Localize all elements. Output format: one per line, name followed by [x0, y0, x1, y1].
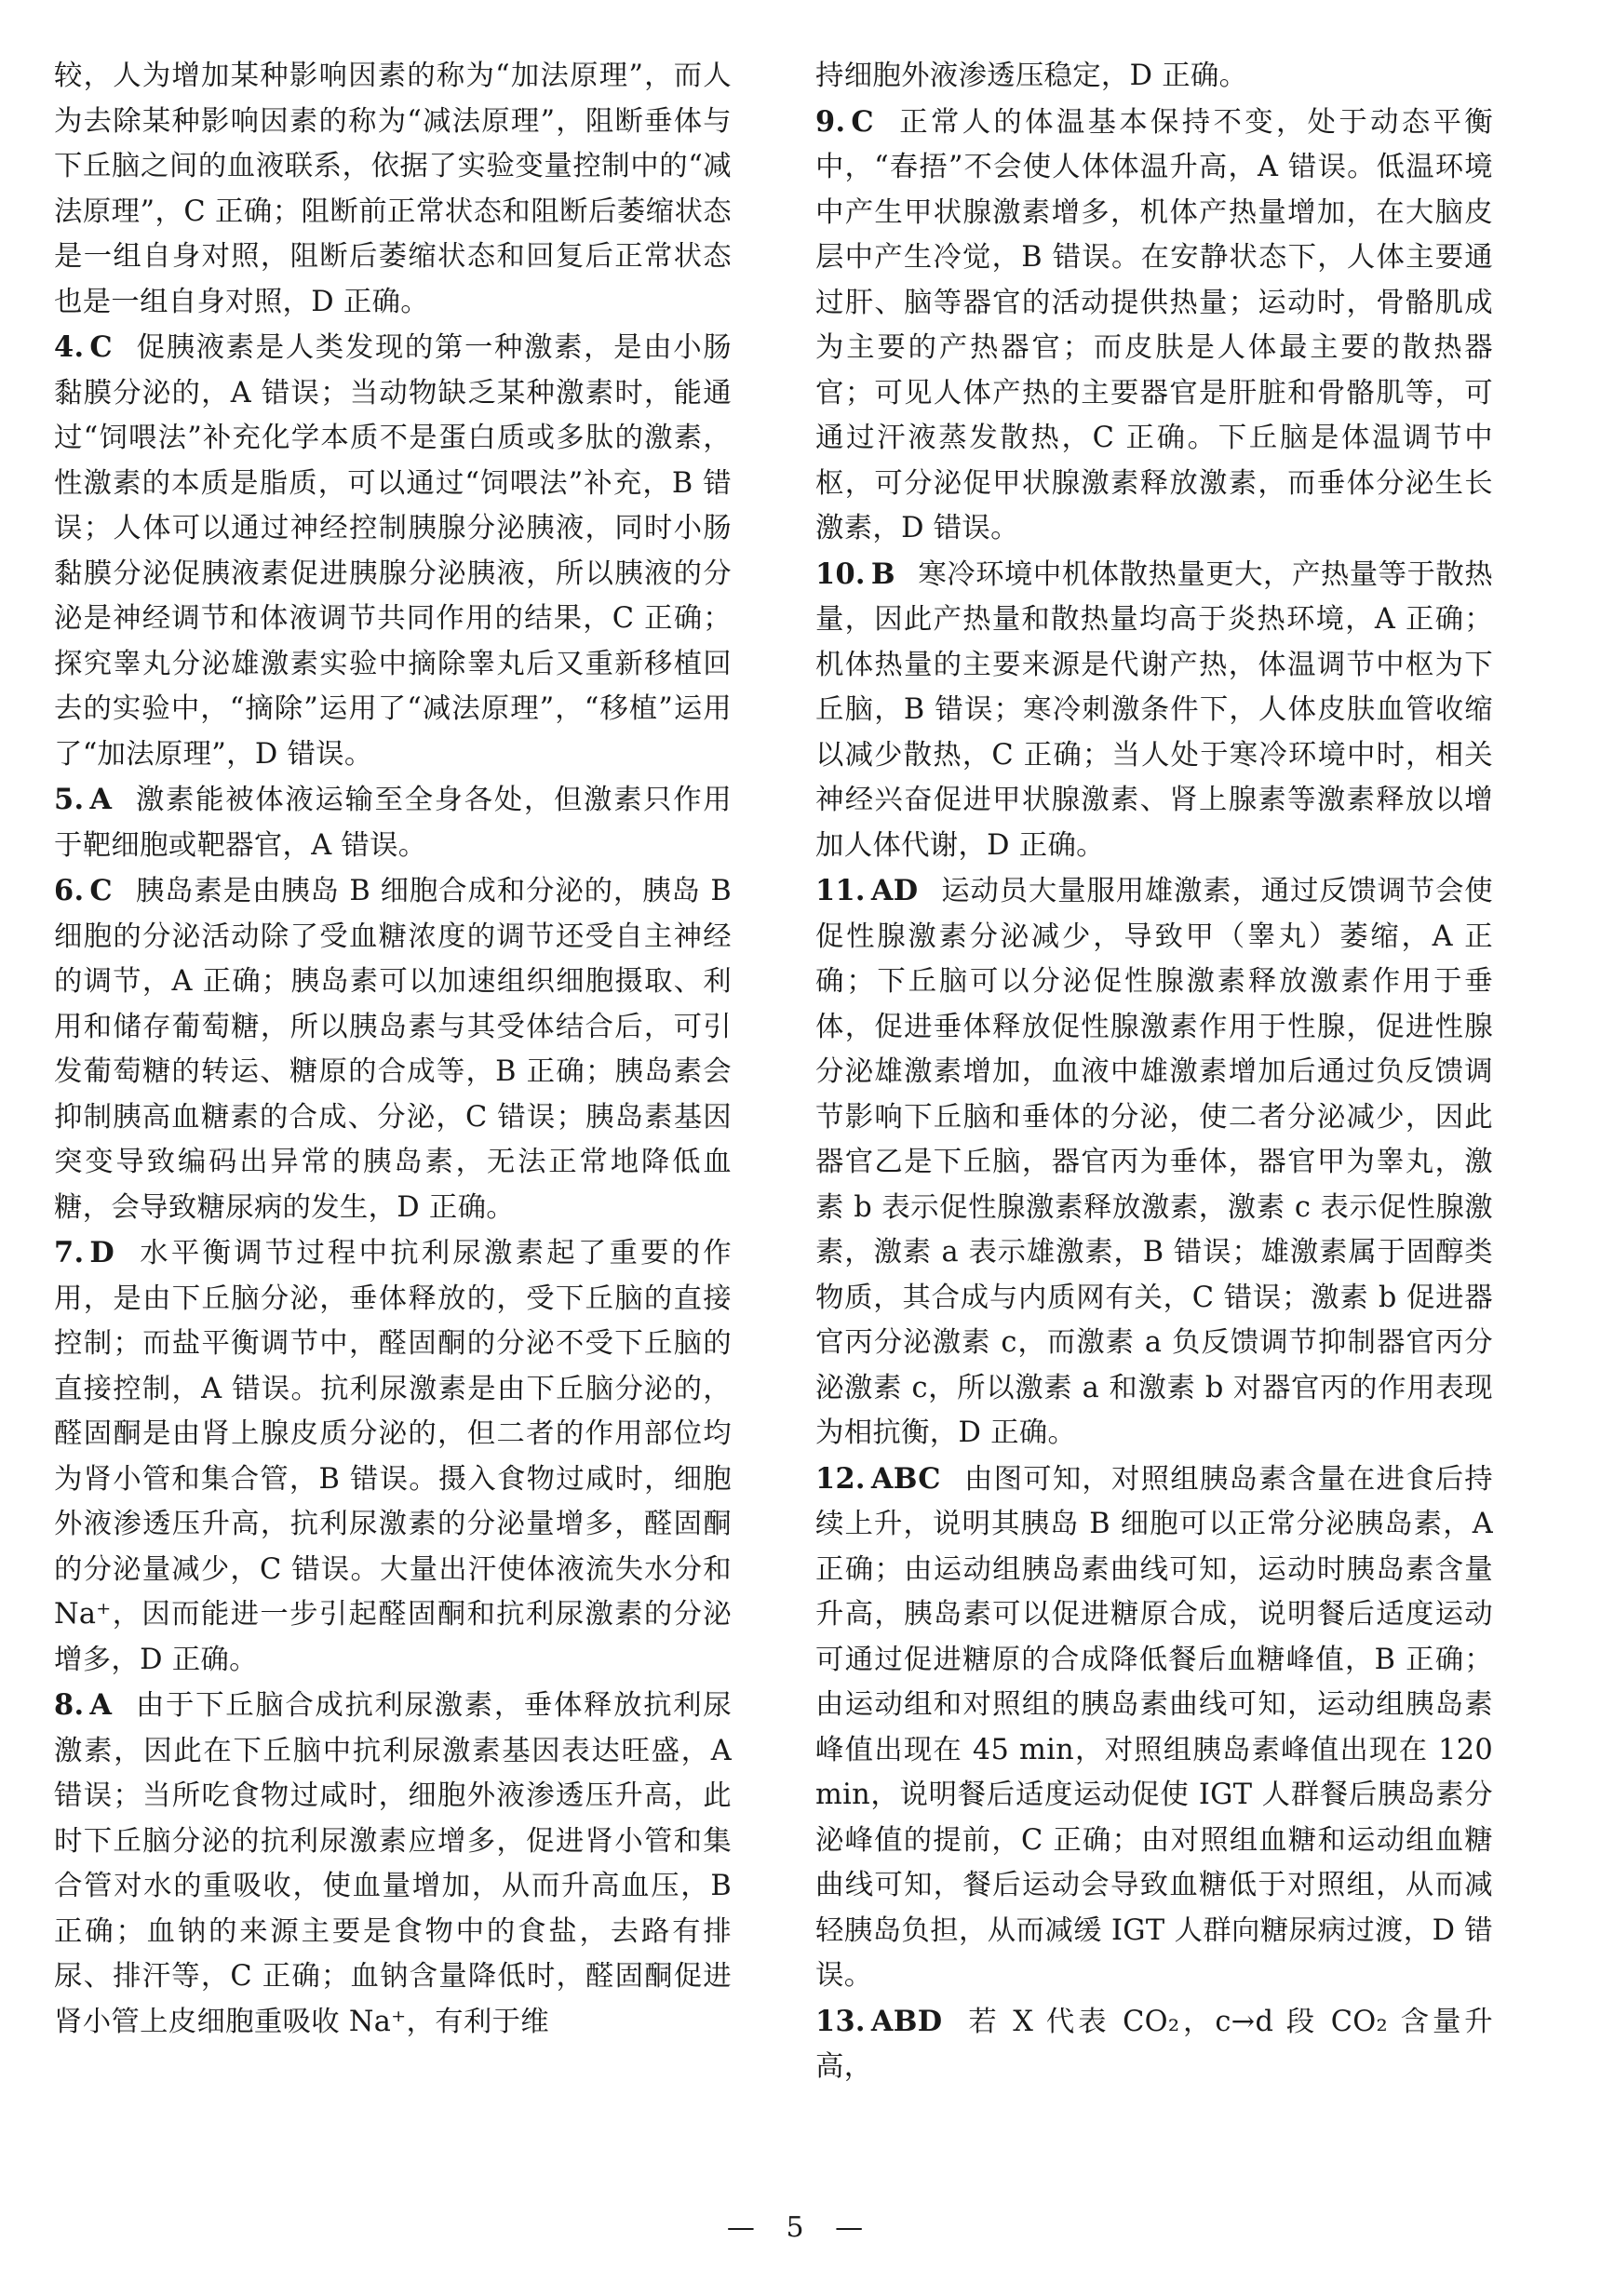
question-number: 5. [54, 783, 85, 816]
answer-choice: A [89, 783, 113, 816]
question-number: 8. [54, 1688, 85, 1722]
answer-item [815, 54, 1493, 100]
question-number: 9. [815, 104, 846, 139]
answer-text: 促胰液素是人类发现的第一种激素，是由小肠黏膜分泌的，A 错误；当动物缺乏某种激素时，能通过“饲喂法”补充化学本质不是蛋白质或多肽的激素，性激素的本质是脂质，可以通过“饲喂法”补充，B 错误；人体可以通过神经控制胰腺分泌胰液，同时小肠黏膜分泌促胰液素促进胰腺分泌胰液，所以胰液的分泌是神经调节和体液调节共同作用的结果，C 正确；探究睾丸分泌雄激素实验中摘除睾丸后又重新移植回去的实验中，“摘除”运用了“减法原理”，“移植”运用了“加法原理”，D 错误。 [54, 331, 732, 771]
question-number: 10. [815, 557, 866, 591]
question-number: 6. [54, 874, 85, 907]
answer-item [815, 1457, 1493, 1999]
answer-item [54, 1230, 732, 1683]
answer-item [815, 552, 1493, 869]
page-number: — 5 — [726, 2211, 875, 2244]
answer-item [815, 1999, 1493, 2090]
question-number: 13. [815, 2004, 866, 2038]
right-column [815, 54, 1493, 2195]
answer-text: 寒冷环境中机体散热量更大，产热量等于散热量，因此产热量和散热量均高于炎热环境，A 正确；机体热量的主要来源是代谢产热，体温调节中枢为下丘脑，B 错误；寒冷刺激条件下，人体皮肤血管收缩以减少散热，C 正确；当人处于寒冷环境中时，相关神经兴奋促进甲状腺激素、肾上腺素等激素释放以增加人体代谢，D 正确。 [815, 557, 1493, 862]
question-number: 4. [54, 330, 85, 364]
answer-text: 持细胞外液渗透压稳定，D 正确。 [815, 60, 1248, 92]
answer-text: 由图可知，对照组胰岛素含量在进食后持续上升，说明其胰岛 B 细胞可以正常分泌胰岛素，A 正确；由运动组胰岛素曲线可知，运动时胰岛素含量升高，胰岛素可以促进糖原合成，说明餐后适度运动可通过促进糖原的合成降低餐后血糖峰值，B 正确；由运动组和对照组的胰岛素曲线可知，运动组胰岛素峰值出现在 45 min，对照组胰岛素峰值出现在 120 min，说明餐后适度运动促使 IGT 人群餐后胰岛素分泌峰值的提前，C 正确；由对照组血糖和运动组血糖曲线可知，餐后运动会导致血糖低于对照组，从而减轻胰岛负担，从而减缓 IGT 人群向糖尿病过渡，D 错误。 [815, 1462, 1493, 1992]
answer-text: 胰岛素是由胰岛 B 细胞合成和分泌的，胰岛 B 细胞的分泌活动除了受血糖浓度的调节还受自主神经的调节，A 正确；胰岛素可以加速组织细胞摄取、利用和储存葡萄糖，所以胰岛素与其受体结合后，可引发葡萄糖的转运、糖原的合成等，B 正确；胰岛素会抑制胰高血糖素的合成、分泌，C 错误；胰岛素基因突变导致编码出异常的胰岛素，无法正常地降低血糖，会导致糖尿病的发生，D 正确。 [54, 875, 732, 1224]
answer-choice: D [89, 1236, 115, 1269]
answer-choice: C [89, 330, 113, 364]
answer-choice: ABC [870, 1461, 941, 1496]
answer-text: 水平衡调节过程中抗利尿激素起了重要的作用，是由下丘脑分泌，垂体释放的，受下丘脑的直接控制；而盐平衡调节中，醛固酮的分泌不受下丘脑的直接控制，A 错误。抗利尿激素是由下丘脑分泌的，醛固酮是由肾上腺皮质分泌的，但二者的作用部位均为肾小管和集合管，B 错误。摄入食物过咸时，细胞外液渗透压升高，抗利尿激素的分泌量增多，醛固酮的分泌量减少，C 错误。大量出汗使体液流失水分和 Na⁺，因而能进一步引起醛固酮和抗利尿激素的分泌增多，D 正确。 [54, 1237, 732, 1676]
question-number: 7. [54, 1236, 85, 1269]
answer-text: 激素能被体液运输至全身各处，但激素只作用于靶细胞或靶器官，A 错误。 [54, 784, 732, 862]
question-number: 12. [815, 1461, 866, 1496]
answer-item [815, 868, 1493, 1457]
answer-choice: AD [870, 874, 919, 907]
answer-choice: C [851, 104, 874, 139]
question-number: 11. [815, 874, 866, 907]
answer-text: 由于下丘脑合成抗利尿激素，垂体释放抗利尿激素，因此在下丘脑中抗利尿激素基因表达旺盛，A 错误；当所吃食物过咸时，细胞外液渗透压升高，此时下丘脑分泌的抗利尿激素应增多，促进肾小管和集合管对水的重吸收，使血量增加，从而升高血压，B 正确；血钠的来源主要是食物中的食盐，去路有排尿、排汗等，C 正确；血钠含量降低时，醛固酮促进肾小管上皮细胞重吸收 Na⁺，有利于维 [54, 1689, 732, 2038]
answer-choice: B [870, 557, 895, 591]
answer-choice: A [89, 1688, 113, 1722]
answer-item [54, 777, 732, 868]
answer-text: 运动员大量服用雄激素，通过反馈调节会使促性腺激素分泌减少，导致甲（睾丸）萎缩，A 正确；下丘脑可以分泌促性腺激素释放激素作用于垂体，促进垂体释放促性腺激素作用于性腺，促进性腺分泌雄激素增加，血液中雄激素增加后通过负反馈调节影响下丘脑和垂体的分泌，使二者分泌减少，因此器官乙是下丘脑，器官丙为垂体，器官甲为睾丸，激素 b 表示促性腺激素释放激素，激素 c 表示促性腺激素，激素 a 表示雄激素，B 错误；雄激素属于固醇类物质，其合成与内质网有关，C 错误；激素 b 促进器官丙分泌激素 c，而激素 a 负反馈调节抑制器官丙分泌激素 c，所以激素 a 和激素 b 对器官丙的作用表现为相抗衡，D 正确。 [815, 875, 1493, 1449]
answer-item [54, 868, 732, 1230]
answer-text: 较，人为增加某种影响因素的称为“加法原理”，而人为去除某种影响因素的称为“减法原理”，阻断垂体与下丘脑之间的血液联系，依据了实验变量控制中的“减法原理”，C 正确；阻断前正常状态和阻断后萎缩状态是一组自身对照，阻断后萎缩状态和回复后正常状态也是一组自身对照，D 正确。 [54, 60, 732, 318]
answer-choice: C [89, 874, 113, 907]
left-column [54, 54, 732, 2195]
answer-text: 正常人的体温基本保持不变，处于动态平衡中，“春捂”不会使人体体温升高，A 错误。低温环境中产生甲状腺激素增多，机体产热量增加，在大脑皮层中产生冷觉，B 错误。在安静状态下，人体主要通过肝、脑等器官的活动提供热量；运动时，骨骼肌成为主要的产热器官；而皮肤是人体最主要的散热器官；可见人体产热的主要器官是肝脏和骨骼肌等，可通过汗液蒸发散热，C 正确。下丘脑是体温调节中枢，可分泌促甲状腺激素释放激素，而垂体分泌生长激素，D 错误。 [815, 105, 1493, 544]
answer-choice: ABD [870, 2004, 943, 2038]
answer-item [54, 325, 732, 777]
answer-item [54, 54, 732, 325]
answer-item [54, 1683, 732, 2045]
answer-item [815, 100, 1493, 552]
answer-text: 若 X 代表 CO₂，c→d 段 CO₂ 含量升高， [815, 2005, 1493, 2083]
